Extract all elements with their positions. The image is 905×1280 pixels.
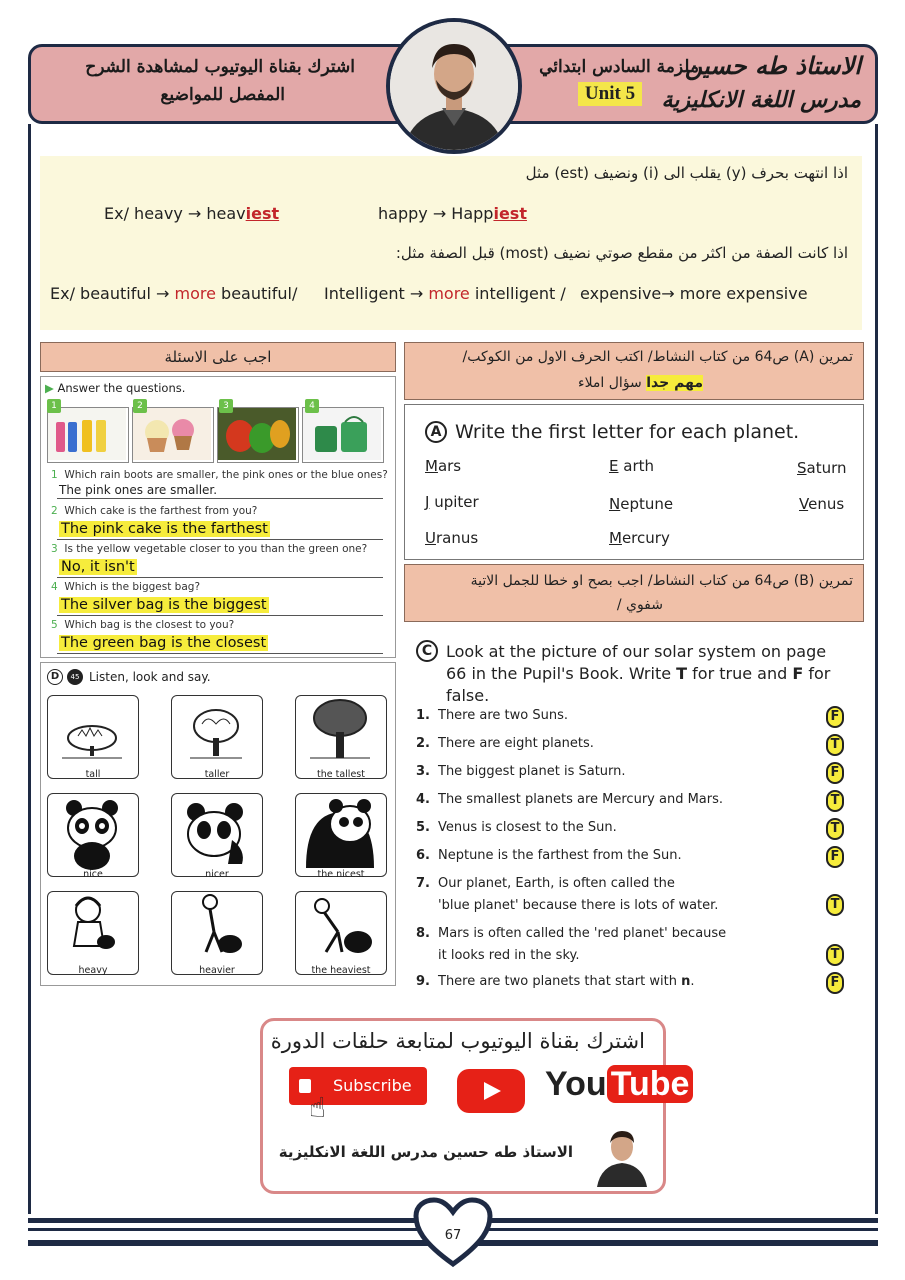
question-2 xyxy=(51,505,257,517)
booklet-title: ملزمة السادس ابتدائي xyxy=(539,57,699,77)
listen-title: Listen, look and say. xyxy=(89,670,211,684)
picture-number-2: 2 xyxy=(133,399,147,413)
example-heavy-prefix: Ex/ heavy → heav xyxy=(104,204,246,223)
caption-tall: tall xyxy=(85,769,101,780)
tf-item-1-text: There are two Suns. xyxy=(438,708,568,723)
planet-exercise-title: Write the first letter for each planet. xyxy=(455,421,800,443)
planet-jupiter-letter: J xyxy=(425,493,430,511)
tf-item-3-text: The biggest planet is Saturn. xyxy=(438,764,626,779)
tf-item-6 xyxy=(416,848,682,863)
planet-venus xyxy=(799,495,844,513)
planet-mars-letter: M xyxy=(425,457,438,475)
audio-track-number: 45 xyxy=(70,673,80,681)
exercise-b-bar xyxy=(404,564,864,622)
exercise-d-badge: D xyxy=(47,669,63,685)
picture-panda-3 xyxy=(295,793,387,877)
question-2-text: Which cake is the farthest from you? xyxy=(64,505,258,517)
caption-heavier: heavier xyxy=(199,965,235,976)
example-heavy-suffix: iest xyxy=(245,204,280,223)
question-1-text: Which rain boots are smaller, the pink ones or the blue ones? xyxy=(64,469,388,481)
caption-nicer: nicer xyxy=(205,869,229,880)
answer-questions-title: ▶ Answer the questions. xyxy=(45,381,186,395)
question-5 xyxy=(51,619,234,631)
picture-bags xyxy=(302,407,384,463)
answer-4: The silver bag is the biggest xyxy=(61,597,267,613)
planet-earth xyxy=(609,457,654,475)
youtube-teacher-name: الاستاذ طه حسين مدرس اللغة الانكليزية xyxy=(278,1143,573,1161)
planet-uranus-rest: ranus xyxy=(435,529,479,547)
picture-panda-2 xyxy=(171,793,263,877)
question-5-text: Which bag is the closest to you? xyxy=(64,619,235,631)
tf-intro-1: Look at the picture of our solar system on page xyxy=(446,642,827,661)
tf-item-7-text: Our planet, Earth, is often called the xyxy=(438,876,675,891)
exercise-b-line2: شفوي / xyxy=(616,597,663,613)
exercise-a-bar xyxy=(404,342,864,400)
audio-icon xyxy=(67,669,83,685)
rule-most-text: اذا كانت الصفة من اكثر من مقطع صوتي نضيف (most) قبل الصفة مثل: xyxy=(395,244,848,262)
tf-mark-1: F xyxy=(826,706,844,728)
youtube-logo-you: You xyxy=(545,1065,607,1103)
tf-item-8-text: Mars is often called the 'red planet' because xyxy=(438,926,727,941)
planet-venus-letter: V xyxy=(799,495,809,513)
example-beautiful-more: more xyxy=(174,284,216,303)
tf-intro-t: T xyxy=(676,664,688,683)
picture-boy-bag-1 xyxy=(47,891,139,975)
tf-mark-9: F xyxy=(826,972,844,994)
grammar-rules xyxy=(40,156,862,330)
answer-4-line xyxy=(57,615,383,616)
example-expensive: expensive→ more expensive xyxy=(580,284,808,303)
example-intelligent-more: more xyxy=(428,284,470,303)
tf-item-8 xyxy=(416,926,726,941)
planet-saturn-letter: S xyxy=(797,459,807,477)
tf-item-7 xyxy=(416,876,675,891)
tf-item-2 xyxy=(416,736,594,751)
tf-intro-f: F xyxy=(792,664,804,683)
planet-saturn xyxy=(797,459,847,477)
picture-tree-medium xyxy=(171,695,263,779)
example-beautiful-b: beautiful/ xyxy=(215,284,298,303)
question-3-text: Is the yellow vegetable closer to you than the green one? xyxy=(64,543,368,555)
caption-the-tallest: the tallest xyxy=(317,769,365,780)
answer-1-line xyxy=(57,498,383,499)
teacher-subtitle: مدرس اللغة الانكليزية xyxy=(661,87,861,113)
planet-neptune xyxy=(609,495,673,513)
answer-questions-title-text: Answer the questions. xyxy=(57,381,186,395)
answer-5-line xyxy=(57,653,383,654)
tf-intro-2b: for true and xyxy=(687,664,793,683)
page-number: 67 xyxy=(444,1228,462,1243)
tf-item-2-text: There are eight planets. xyxy=(438,736,594,751)
tf-mark-5: T xyxy=(826,818,844,840)
question-4 xyxy=(51,581,200,593)
answer-questions-panel xyxy=(40,376,396,658)
example-intelligent-b: intelligent / xyxy=(469,284,566,303)
tf-mark-8: T xyxy=(826,944,844,966)
exercise-c-badge: C xyxy=(416,640,438,662)
planet-venus-rest: enus xyxy=(808,495,845,513)
tf-item-5 xyxy=(416,820,617,835)
caption-nice: nice xyxy=(83,869,103,880)
tf-mark-4: T xyxy=(826,790,844,812)
tf-item-6-number: 6. xyxy=(416,848,430,863)
answer-1: The pink ones are smaller. xyxy=(59,483,218,497)
answer-2: The pink cake is the farthest xyxy=(61,521,268,537)
example-happy xyxy=(378,204,527,223)
tf-mark-7: T xyxy=(826,894,844,916)
exercise-a-line2 xyxy=(578,375,703,391)
picture-panda-1 xyxy=(47,793,139,877)
example-intelligent-a: Intelligent → xyxy=(324,284,429,303)
youtube-logo-tube: Tube xyxy=(607,1065,694,1103)
tf-item-9-bold: n xyxy=(681,974,691,989)
planet-earth-rest: arth xyxy=(623,457,655,475)
picture-number-4: 4 xyxy=(305,399,319,413)
example-happy-suffix: iest xyxy=(493,204,527,223)
caption-the-nicest: the nicest xyxy=(317,869,365,880)
planet-uranus xyxy=(425,529,478,547)
listen-look-say-panel xyxy=(40,662,396,986)
question-4-text: Which is the biggest bag? xyxy=(64,581,201,593)
youtube-headline: اشترك بقناة اليوتيوب لمتابعة حلقات الدورة xyxy=(270,1029,645,1053)
teacher-title: الاستاذ طه حسين xyxy=(684,51,861,80)
tf-item-4 xyxy=(416,792,723,807)
picture-tree-large xyxy=(295,695,387,779)
picture-boy-bag-2 xyxy=(171,891,263,975)
tf-item-1-number: 1. xyxy=(416,708,430,723)
planet-mercury-letter: M xyxy=(609,529,622,547)
tf-item-4-number: 4. xyxy=(416,792,430,807)
planet-uranus-letter: U xyxy=(425,529,436,547)
tf-item-3 xyxy=(416,764,626,779)
planet-neptune-rest: eptune xyxy=(620,495,674,513)
youtube-play-icon[interactable] xyxy=(457,1069,525,1113)
tf-item-9-number: 9. xyxy=(416,974,430,989)
picture-number-1: 1 xyxy=(47,399,61,413)
important-highlight: مهم جدا xyxy=(646,375,703,391)
answer-2-line xyxy=(57,539,383,540)
picture-rain-boots xyxy=(47,407,129,463)
caption-heavy: heavy xyxy=(78,965,108,976)
picture-vegetables xyxy=(217,407,299,463)
subscribe-line-1: اشترك بقناة اليوتيوب لمشاهدة الشرح xyxy=(85,57,355,77)
tf-item-9-end: . xyxy=(690,974,695,989)
caption-the-heaviest: the heaviest xyxy=(311,965,371,976)
tf-item-9-text: There are two planets that start with xyxy=(438,974,682,989)
answer-5: The green bag is the closest xyxy=(61,635,267,651)
tf-mark-6: F xyxy=(826,846,844,868)
picture-number-3: 3 xyxy=(219,399,233,413)
exercise-b-line1: تمرين (B) ص64 من كتاب النشاط/ اجب بصح او خطا للجمل الاتية xyxy=(470,573,853,589)
question-2-number: 2 xyxy=(51,505,58,517)
picture-cakes xyxy=(132,407,214,463)
tf-intro-2c: for xyxy=(803,664,831,683)
planet-mercury xyxy=(609,529,670,547)
tf-item-4-text: The smallest planets are Mercury and Mars. xyxy=(438,792,724,807)
tf-item-5-text: Venus is closest to the Sun. xyxy=(438,820,617,835)
question-4-number: 4 xyxy=(51,581,58,593)
tf-item-1 xyxy=(416,708,568,723)
exercise-a-badge: A xyxy=(425,421,447,443)
tf-intro-2 xyxy=(446,664,830,683)
planet-saturn-rest: aturn xyxy=(806,459,847,477)
unit-badge: Unit 5 xyxy=(578,82,642,106)
youtube-logo xyxy=(545,1065,693,1104)
question-3 xyxy=(51,543,367,555)
planet-jupiter-rest: upiter xyxy=(434,493,479,511)
example-beautiful xyxy=(50,284,297,303)
planet-mars xyxy=(425,457,461,475)
question-5-number: 5 xyxy=(51,619,58,631)
picture-tree-small xyxy=(47,695,139,779)
hand-cursor-icon: ☝ xyxy=(309,1091,327,1124)
tf-item-7-cont: 'blue planet' because there is lots of water. xyxy=(438,898,719,913)
example-intelligent xyxy=(324,284,566,303)
question-1-number: 1 xyxy=(51,469,58,481)
example-happy-prefix: happy → Happ xyxy=(378,204,494,223)
example-heavy xyxy=(104,204,279,223)
answer-3-line xyxy=(57,577,383,578)
tf-item-6-text: Neptune is the farthest from the Sun. xyxy=(438,848,682,863)
tf-mark-2: T xyxy=(826,734,844,756)
question-3-number: 3 xyxy=(51,543,58,555)
tf-item-9 xyxy=(416,974,694,989)
example-beautiful-a: Ex/ beautiful → xyxy=(50,284,175,303)
question-1 xyxy=(51,469,388,481)
tf-item-3-number: 3. xyxy=(416,764,430,779)
planet-exercise xyxy=(404,404,864,560)
planet-neptune-letter: N xyxy=(609,495,621,513)
caption-taller: taller xyxy=(204,769,230,780)
dictation-label: سؤال املاء xyxy=(577,375,642,391)
tf-item-7-number: 7. xyxy=(416,876,430,891)
tf-intro-2a: 66 in the Pupil's Book. Write xyxy=(446,664,677,683)
planet-mercury-rest: ercury xyxy=(621,529,670,547)
exercise-a-line1: تمرين (A) ص64 من كتاب النشاط/ اكتب الحرف الاول من الكوكب/ xyxy=(462,349,853,365)
tf-item-5-number: 5. xyxy=(416,820,430,835)
rule-y-text: اذا انتهت بحرف (y) يقلب الى (i) ونضيف (est) مثل xyxy=(525,164,848,182)
answer-questions-bar: اجب على الاسئلة xyxy=(40,342,396,372)
planet-earth-letter: E xyxy=(609,457,619,475)
tf-item-2-number: 2. xyxy=(416,736,430,751)
subscribe-label: Subscribe xyxy=(333,1076,412,1095)
tf-item-8-number: 8. xyxy=(416,926,430,941)
tf-mark-3: F xyxy=(826,762,844,784)
planet-jupiter xyxy=(425,493,479,511)
youtube-promo xyxy=(260,1018,690,1194)
picture-boy-bag-3 xyxy=(295,891,387,975)
planet-mars-rest: ars xyxy=(437,457,462,475)
answer-3: No, it isn't xyxy=(61,559,135,575)
teacher-photo-small xyxy=(593,1123,651,1187)
tf-item-8-cont: it looks red in the sky. xyxy=(438,948,580,963)
subscribe-line-2: المفصل للمواضيع xyxy=(160,85,285,105)
tf-intro-3: false. xyxy=(446,686,490,705)
